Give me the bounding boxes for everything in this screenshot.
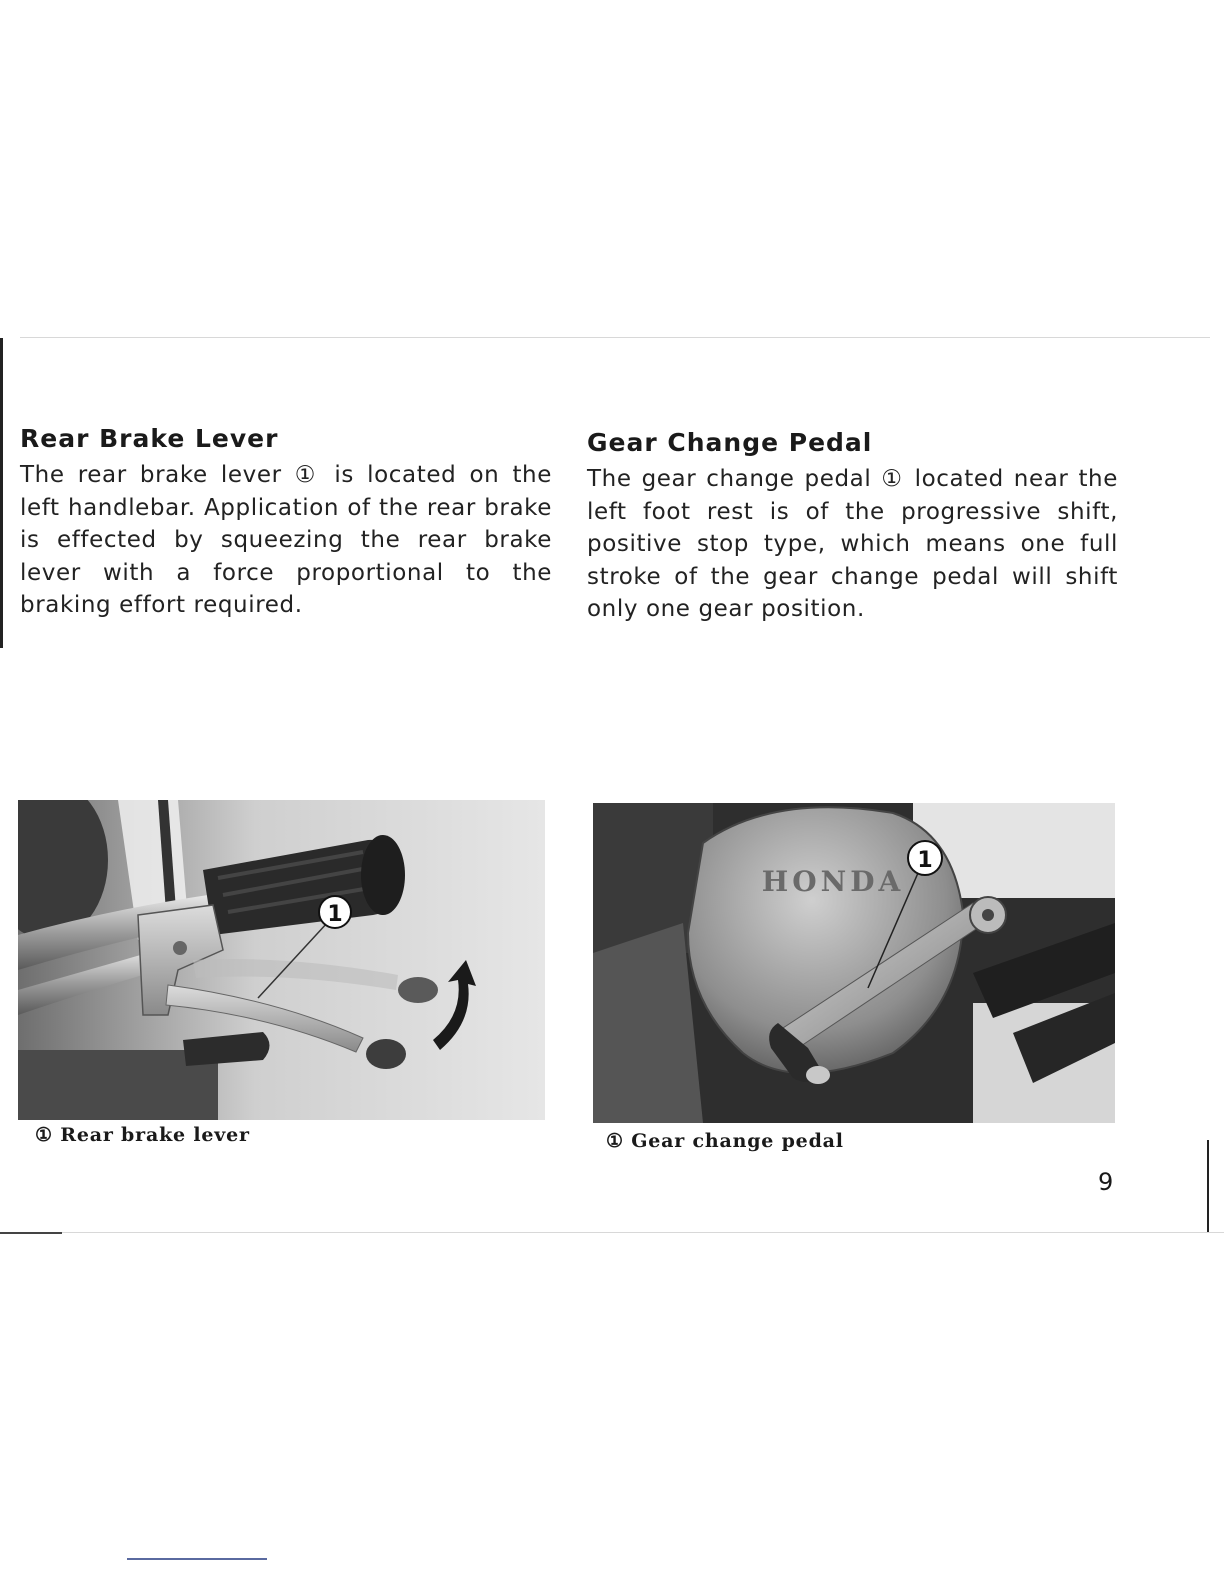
- gear-change-photo-callout: 1: [917, 848, 933, 873]
- gear-change-pedal-illustration: [593, 803, 1115, 1123]
- bottom-scan-line: [0, 1232, 1224, 1233]
- rear-brake-caption: ① Rear brake lever: [35, 1124, 250, 1146]
- rear-brake-photo-callout: 1: [327, 902, 343, 927]
- rear-brake-lever-illustration: [18, 800, 545, 1120]
- gear-change-caption: ① Gear change pedal: [606, 1130, 844, 1152]
- rear-brake-section: [20, 424, 552, 622]
- page-number: 9: [1098, 1168, 1114, 1196]
- rear-brake-lever-photo: [18, 800, 545, 1120]
- bottom-left-tick: [0, 1232, 62, 1234]
- right-page-edge: [1207, 1140, 1209, 1232]
- gear-change-title: Gear Change Pedal: [587, 428, 873, 457]
- top-scan-line: [20, 337, 1210, 338]
- footer-rule: [127, 1558, 267, 1560]
- gear-change-body: The gear change pedal ① located near the left foot rest is of the progressive shift, positive stop type, which means one full stroke of the gear change pedal will shift only one gear position.: [587, 466, 1118, 622]
- rear-brake-title: Rear Brake Lever: [20, 424, 279, 453]
- gear-change-section: [587, 428, 1118, 626]
- honda-cover-lettering: HONDA: [761, 865, 905, 898]
- rear-brake-body: The rear brake lever ① is located on the left handlebar. Application of the rear brake is effected by squeezing the rear brake lever with a force proportional to the braking effort required.: [20, 462, 552, 618]
- left-page-edge: [0, 338, 3, 648]
- gear-change-pedal-photo: [593, 803, 1115, 1123]
